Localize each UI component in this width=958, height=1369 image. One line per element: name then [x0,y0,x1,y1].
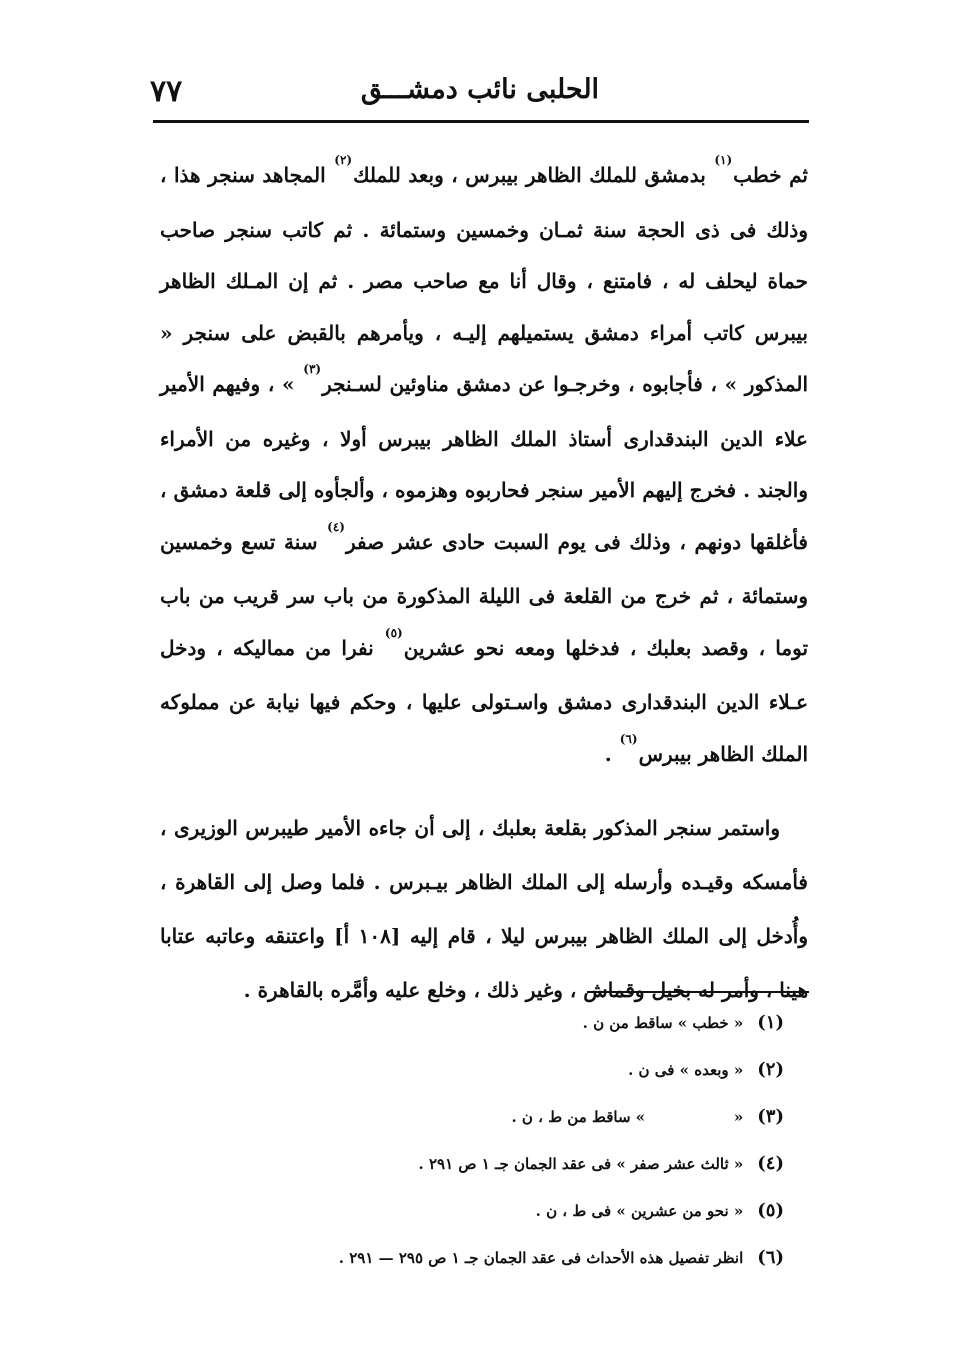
footnote-marker-1: (١) [714,153,733,167]
footnote-number: (٦) [757,1247,784,1268]
footnote-marker-2: (٢) [334,153,353,167]
footnote-3 [250,1102,784,1149]
text-segment: . [604,741,612,766]
footnote-text: « وبعده » فى ن . [628,1061,744,1079]
footnote-text: « خطب » ساقط من ن . [582,1014,744,1032]
footnote-5 [250,1196,784,1243]
footnote-number: (٤) [757,1153,784,1174]
text-segment: » ، وفيهم الأمير علاء الدين البندقدارى أستاذ الملك الظاهر بيبرس أولا ، وغيره من الأمراء والجند . فخرج إليهم الأمير سنجر فحاربوه وهزموه ، وألجأوه إلى قلعة دمشق ، فأغلقها دونهم ، وذلك فى يوم السبت حادى عشر صفر [160,372,808,554]
main-text [160,150,808,1017]
footnote-text: « » ساقط من ط ، ن . [511,1108,744,1126]
footnote-6 [250,1243,784,1290]
page-header [150,70,810,120]
footnote-number: (٣) [757,1106,784,1127]
footnote-1 [250,1008,784,1055]
footnote-marker-4: (٤) [327,519,345,534]
footnote-marker-6: (٦) [619,731,638,746]
header-rule [153,120,809,123]
footnote-4 [250,1149,784,1196]
footnote-number: (٢) [757,1059,784,1080]
footnote-separator [587,991,809,993]
footnote-text: « ثالث عشر صفر » فى عقد الجمان جـ ١ ص ٢٩١ . [418,1155,744,1173]
page-number: ٧٧ [150,74,183,109]
footnote-number: (١) [757,1012,784,1033]
footnote-2 [250,1055,784,1102]
footnotes [250,1008,784,1290]
footnote-marker-5: (٥) [384,625,403,640]
text-segment: بدمشق للملك الظاهر بيبرس ، وبعد للملك [353,163,706,187]
paragraph-1 [160,150,808,783]
text-segment: المجاهد سنجر هذا ، وذلك فى ذى الحجة سنة ثمـان وخمسين وستمائة . ثم كاتب سنجر صاحب حماة ليحلف له ، فامتنع ، وقال أنا مع صاحب مصر . ثم إن المـلك الظاهر بيبرس كاتب أمراء دمشق يستميلهم إليـه ، ويأمرهم بالقبض على سنجر « المذكور » ، فأجابوه ، وخرجـوا عن دمشق مناوئين لسـنجر [160,163,809,396]
footnote-marker-3: (٣) [303,362,322,376]
footnote-text: « نحو من عشرين » فى ط ، ن . [535,1202,744,1220]
text-segment: نفرا من مماليكه ، ودخل عـلاء الدين البندقدارى دمشق واسـتولى عليها ، وحكم فيها نيابة عن مملوكه الملك الظاهر بيبرس [160,635,808,766]
footnote-text: انظر تفصيل هذه الأحداث فى عقد الجمان جـ ١ ص ٢٩٥ — ٢٩١ . [338,1249,744,1267]
running-title: الحلبى نائب دمشـــق [360,74,600,105]
text-segment: سنة تسع وخمسين وستمائة ، ثم خرج من القلعة فى الليلة المذكورة من باب سر قريب من باب توما ، وقصد بعلبك ، فدخلها ومعه نحو عشرين [160,529,809,660]
paragraph-2: واستمر سنجر المذكور بقلعة بعلبك ، إلى أن جاءه الأمير طيبرس الوزيرى ، فأمسكه وقيـده وأرسله إلى الملك الظاهر بيـبرس . فلما وصل إلى القاهرة ، وأُدخل إلى الملك الظاهر بيبرس ليلا ، قام إليه [١٠٨ أ] واعتنقه وعاتبه عتابا هينا ، وأمر له بخيل وقماش ، وغير ذلك ، وخلع عليه وأمَّره بالقاهرة . [160,816,808,1002]
footnote-number: (٥) [757,1200,784,1221]
text-segment: ثم خطب [733,163,809,187]
